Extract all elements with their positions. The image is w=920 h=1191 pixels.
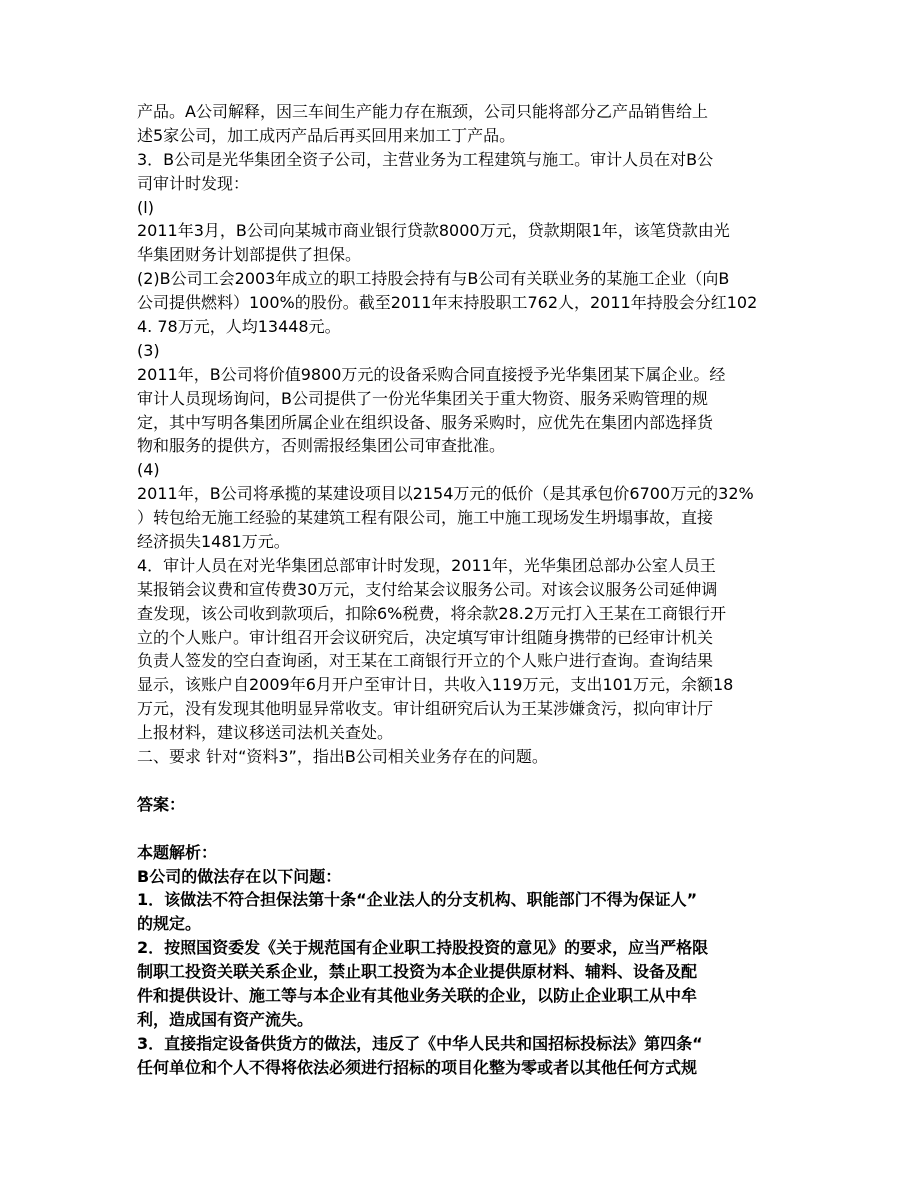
text-line: 4. 78万元，人均13448元。 (137, 317, 341, 337)
text-line: ）转包给无施工经验的某建筑工程有限公司，施工中施工现场发生坍塌事故，直接 (137, 508, 714, 528)
text-line: 华集团财务计划部提供了担保。 (137, 245, 362, 265)
text-line: 任何单位和个人不得将依法必须进行招标的项目化整为零或者以其他任何方式规 (137, 1057, 698, 1077)
answer-label: 答案： (137, 794, 186, 814)
text-line: 二、要求 针对“资料3”，指出B公司相关业务存在的问题。 (137, 747, 548, 767)
question-text (137, 100, 787, 769)
text-line: 物和服务的提供方，否则需报经集团公司审查批准。 (137, 436, 506, 456)
text-line: 公司提供燃料）100%的股份。截至2011年末持股职工762人，2011年持股会分红102 (137, 293, 758, 313)
text-line: 经济损失1481万元。 (137, 532, 290, 552)
text-line: 产品。A公司解释，因三车间生产能力存在瓶颈，公司只能将部分乙产品销售给上 (137, 102, 708, 121)
blank-line (137, 817, 787, 841)
text-line: 1．该做法不符合担保法第十条“企业法人的分支机构、职能部门不得为保证人” (137, 890, 698, 910)
text-line: 审计人员现场询问，B公司提供了一份光华集团关于重大物资、服务采购管理的规 (137, 388, 708, 408)
text-line: 3．直接指定设备供货方的做法，违反了《中华人民共和国招标投标法》第四条“ (137, 1033, 703, 1053)
text-line: 万元，没有发现其他明显异常收支。审计组研究后认为王某涉嫌贪污，拟向审计厅 (137, 699, 714, 719)
text-line: 显示，该账户自2009年6月开户至审计日，共收入119万元，支出101万元，余额18 (137, 675, 734, 695)
analysis-label: 本题解析： (137, 842, 218, 862)
text-line: (2)B公司工会2003年成立的职工持股会持有与B公司有关联业务的某施工企业（向B (137, 269, 730, 289)
text-line: 4．审计人员在对光华集团总部审计时发现，2011年，光华集团总部办公室人员王 (137, 555, 716, 575)
text-line: 查发现，该公司收到款项后，扣除6%税费，将余款28.2万元打入王某在工商银行开 (137, 603, 727, 623)
text-line: (3) (137, 340, 160, 360)
text-line: 2011年，B公司将承揽的某建设项目以2154万元的低价（是其承包价6700万元的32% (137, 484, 754, 504)
text-line: 3．B公司是光华集团全资子公司，主营业务为工程建筑与施工。审计人员在对B公 (137, 149, 714, 169)
text-line: B公司的做法存在以下问题： (137, 866, 342, 886)
text-line: 某报销会议费和宣传费30万元，支付给某会议服务公司。对该会议服务公司延伸调 (137, 579, 718, 599)
text-line: 上报材料，建议移送司法机关查处。 (137, 723, 394, 743)
text-line: 司审计时发现： (137, 173, 250, 193)
text-line: 立的个人账户。审计组召开会议研究后，决定填写审计组随身携带的已经审计机关 (137, 627, 714, 647)
text-line: 2011年3月，B公司向某城市商业银行贷款8000万元，贷款期限1年，该笔贷款由光 (137, 221, 730, 241)
blank-line (137, 769, 787, 793)
text-line: 的规定。 (137, 914, 202, 934)
text-line: 2．按照国资委发《关于规范国有企业职工持股投资的意见》的要求，应当严格限 (137, 938, 709, 958)
text-line: 定，其中写明各集团所属企业在组织设备、服务采购时，应优先在集团内部选择货 (137, 412, 714, 432)
text-line: 制职工投资关联关系企业，禁止职工投资为本企业提供原材料、辅料、设备及配 (137, 962, 698, 982)
text-line: 负责人签发的空白查询函，对王某在工商银行开立的个人账户进行查询。查询结果 (137, 651, 714, 671)
text-line: 述5家公司，加工成丙产品后再买回用来加工丁产品。 (137, 125, 516, 145)
text-line: 利，造成国有资产流失。 (137, 1009, 314, 1029)
text-line: 2011年，B公司将价值9800万元的设备采购合同直接授予光华集团某下属企业。经 (137, 364, 726, 384)
analysis-text (137, 865, 787, 1080)
text-line: (4) (137, 460, 160, 480)
document-page (137, 100, 787, 1080)
text-line: 件和提供设计、施工等与本企业有其他业务关联的企业，以防止企业职工从中牟 (137, 985, 698, 1005)
text-line: (l) (137, 197, 154, 217)
